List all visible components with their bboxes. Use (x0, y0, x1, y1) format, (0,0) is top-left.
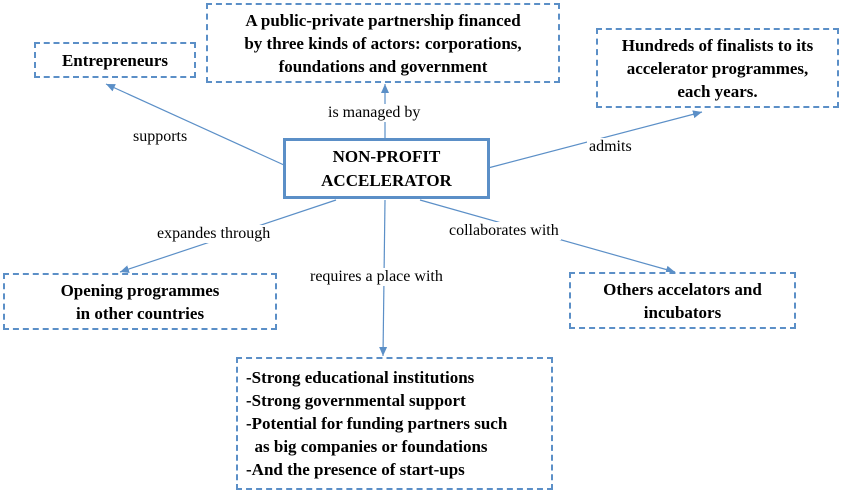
center-line: ACCELERATOR (321, 170, 452, 190)
edge-label-supports: supports (133, 128, 188, 145)
node-line: Opening programmes (60, 280, 220, 300)
node-line: Hundreds of finalists to its (621, 35, 814, 55)
node-line: each years. (677, 81, 758, 101)
node-line: Others accelators and (603, 279, 762, 299)
node-entrepreneurs (34, 42, 196, 78)
node-line: -Potential for funding partners such (246, 414, 508, 433)
node-line: by three kinds of actors: corporations, (244, 33, 522, 53)
node-line: A public-private partnership financed (245, 10, 521, 30)
edge-label-requires: requires a place with (310, 268, 443, 285)
node-line: incubators (643, 302, 722, 322)
edge-label-collaborates: collaborates with (449, 222, 559, 239)
node-line: -And the presence of start-ups (246, 460, 465, 479)
node-line: in other countries (75, 303, 205, 323)
node-line: as big companies or foundations (246, 437, 488, 456)
node-opening (3, 273, 277, 330)
edge-label-expandes: expandes through (157, 225, 271, 242)
node-place (236, 357, 553, 490)
node-line: -Strong governmental support (246, 391, 466, 410)
edge-label-admits: admits (589, 138, 632, 155)
center-line: NON-PROFIT (332, 146, 441, 166)
center-node (283, 138, 490, 199)
node-line: Entrepreneurs (61, 50, 169, 70)
edge-supports-arrow (106, 84, 284, 165)
node-finalists (596, 28, 839, 108)
node-partnership (206, 3, 560, 83)
node-line: foundations and government (278, 56, 488, 76)
node-others (569, 272, 796, 329)
node-line: accelerator programmes, (626, 58, 809, 78)
edge-label-managed: is managed by (328, 104, 421, 121)
node-line: -Strong educational institutions (246, 368, 475, 387)
